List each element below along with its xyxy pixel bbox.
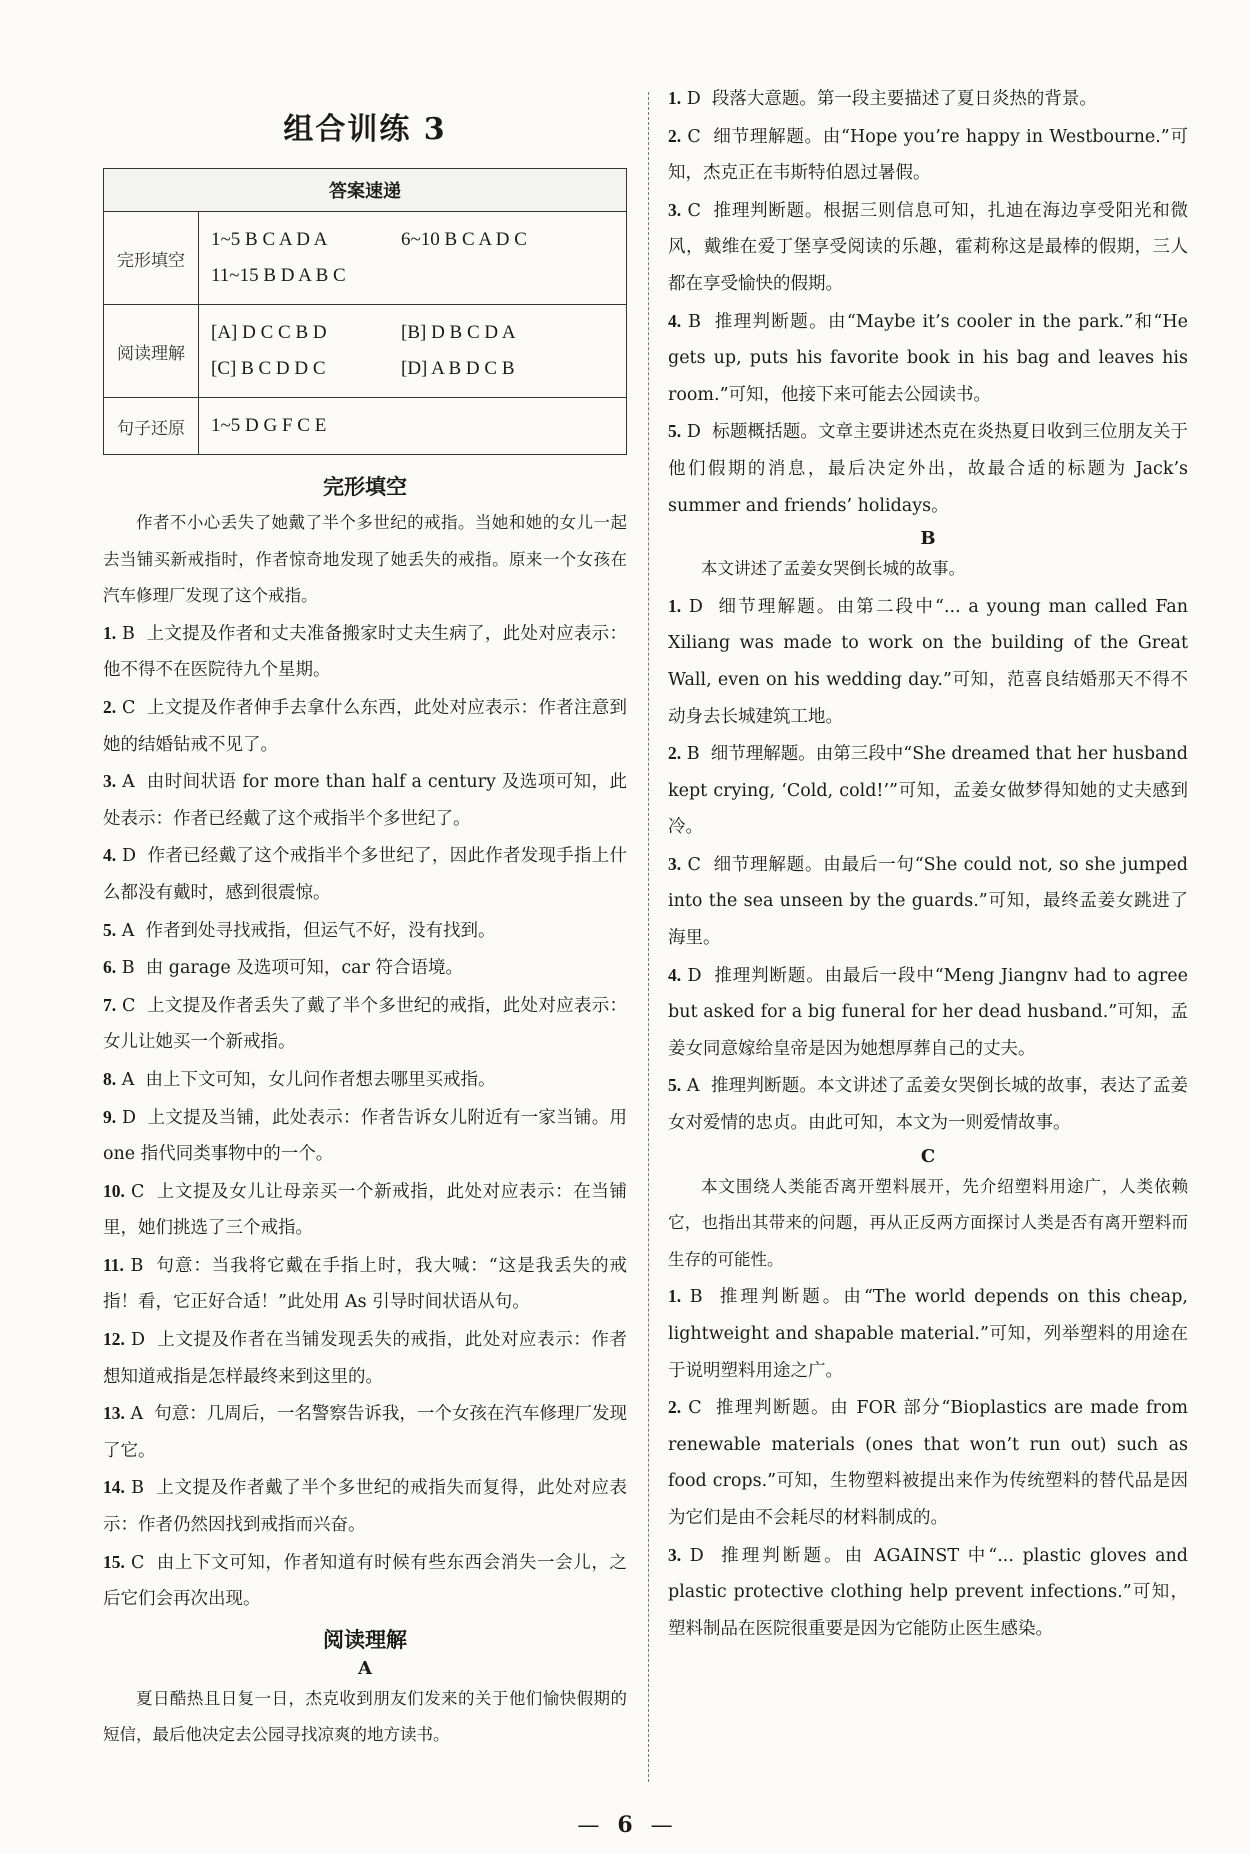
item-number: 3.	[668, 1544, 682, 1565]
item-number: 14.	[103, 1477, 125, 1498]
item-answer: D	[121, 1107, 136, 1128]
item-answer: A	[130, 1404, 144, 1425]
item-number: 6.	[103, 957, 117, 978]
item-number: 2.	[103, 696, 117, 717]
answer-item	[668, 80, 1188, 118]
passage-a-items	[668, 80, 1188, 524]
item-number: 8.	[103, 1068, 117, 1089]
item-answer: A	[686, 1076, 700, 1097]
item-explanation: 标题概括题。文章主要讲述杰克在炎热夏日收到三位朋友关于他们假期的消息，最后决定外出，故最合适的标题为 Jack’s summer and friends’ holidays。	[668, 422, 1188, 516]
item-number: 5.	[668, 421, 682, 442]
answer-cell: 1~5 D G F C E	[211, 415, 327, 436]
item-answer: A	[121, 1069, 135, 1090]
passage-b-items	[668, 588, 1188, 1142]
item-number: 1.	[668, 595, 682, 616]
item-number: 2.	[668, 1397, 682, 1418]
page-number-dash-right: —	[650, 1813, 673, 1838]
item-answer: D	[131, 1330, 146, 1351]
passage-c-intro: 本文围绕人类能否离开塑料展开，先介绍塑料用途广，人类依赖它，也指出其带来的问题，再从正反两方面探讨人类是否有离开塑料而生存的可能性。	[668, 1176, 1188, 1269]
item-number: 1.	[668, 88, 682, 108]
answer-cell: 11~15 B D A B C	[211, 265, 346, 286]
item-number: 3.	[668, 853, 682, 874]
passage-a-intro: 夏日酷热且日复一日，杰克收到朋友们发来的关于他们愉快假期的短信，最后他决定去公园寻找凉爽的地方读书。	[103, 1688, 627, 1745]
item-number: 9.	[103, 1106, 117, 1127]
item-number: 4.	[668, 964, 682, 985]
item-answer: C	[121, 995, 136, 1016]
item-explanation: 细节理解题。由第二段中“... a young man called Fan Xiliang was made to work on the building of the Great Wall, even on his wedding day.”可知，范喜良结婚那天不得不动身去长城建筑工地。	[668, 596, 1188, 727]
cloze-intro: 作者不小心丢失了她戴了半个多世纪的戒指。当她和她的女儿一起去当铺买新戒指时，作者惊奇地发现了她丢失的戒指。原来一个女孩在汽车修理厂发现了这个戒指。	[103, 513, 627, 606]
passage-c-label: C	[920, 1145, 936, 1167]
item-explanation: 由上下文可知，作者知道有时候有些东西会消失一会儿，之后它们会再次出现。	[103, 1552, 627, 1610]
item-answer: D	[121, 846, 136, 867]
item-explanation: 推理判断题。根据三则信息可知，扎迪在海边享受阳光和微风，戴维在爱丁堡享受阅读的乐趣，霍莉称这是最棒的假期，三人都在享受愉快的假期。	[668, 200, 1188, 294]
item-answer: B	[121, 958, 135, 979]
item-answer: B	[688, 311, 701, 332]
passage-a-label: A	[358, 1657, 372, 1679]
item-answer: B	[122, 623, 135, 644]
answer-cell: 6~10 B C A D C	[401, 229, 527, 250]
column-divider	[648, 92, 649, 1782]
item-number: 11.	[103, 1254, 124, 1275]
item-explanation: 上文提及作者戴了半个多世纪的戒指失而复得，此处对应表示：作者仍然因找到戒指而兴奋。	[103, 1478, 627, 1536]
answer-item	[668, 1537, 1188, 1648]
item-answer: C	[688, 1398, 702, 1419]
answer-item	[668, 1389, 1188, 1536]
answer-table-header: 答案速递	[104, 169, 627, 212]
item-answer: A	[121, 920, 135, 941]
answer-item	[103, 1247, 627, 1321]
answer-item	[103, 1061, 627, 1099]
answer-cell: [A] D C C B D	[211, 322, 327, 343]
item-number: 3.	[103, 771, 117, 792]
item-answer: D	[686, 89, 701, 109]
answer-item	[103, 837, 627, 911]
item-number: 1.	[103, 622, 117, 643]
item-explanation: 由上下文可知，女儿问作者想去哪里买戒指。	[145, 1069, 496, 1090]
right-column	[668, 80, 1188, 1647]
item-answer: C	[131, 1552, 145, 1573]
item-answer: C	[687, 200, 701, 221]
item-explanation: 推理判断题。由“Maybe it’s cooler in the park.”和“He gets up, puts his favorite book in his bag and leaves his room.”可知，他接下来可能去公园读书。	[668, 311, 1188, 405]
item-explanation: 细节理解题。由最后一句“She could not, so she jumped into the sea unseen by the guards.”可知，最终孟姜女跳进了海里。	[668, 854, 1188, 949]
answer-item	[103, 1544, 627, 1618]
answer-item	[668, 846, 1188, 957]
page-number-dash-left: —	[577, 1813, 600, 1838]
answer-item	[668, 957, 1188, 1068]
item-answer: D	[687, 965, 702, 986]
item-explanation: 推理判断题。由 AGAINST 中“... plastic gloves and plastic protective clothing help prevent infections.”可知，塑料制品在医院很重要是因为它能防止医生感染。	[668, 1545, 1188, 1639]
left-column	[103, 70, 627, 1754]
item-answer: B	[130, 1255, 144, 1276]
answer-item	[668, 118, 1188, 192]
answer-item	[668, 303, 1188, 414]
answer-cell: [B] D B C D A	[401, 322, 516, 343]
item-answer: D	[689, 1545, 704, 1566]
item-number: 4.	[668, 310, 682, 331]
item-explanation: 推理判断题。由最后一段中“Meng Jiangnv had to agree but asked for a big funeral for her dead husband.”可知，孟姜女同意嫁给皇帝是因为她想厚葬自己的丈夫。	[668, 965, 1188, 1059]
item-answer: B	[686, 744, 700, 765]
item-explanation: 作者到处寻找戒指，但运气不好，没有找到。	[145, 920, 496, 941]
page-title: 组合训练 3	[283, 112, 447, 147]
page-number: — 6 —	[577, 1812, 673, 1838]
item-number: 15.	[103, 1551, 125, 1572]
answer-row-label: 阅读理解	[104, 305, 199, 398]
item-explanation: 上文提及作者在当铺发现丢失的戒指，此处对应表示：作者想知道戒指是怎样最终来到这里的。	[103, 1330, 627, 1387]
item-explanation: 由 garage 及选项可知，car 符合语境。	[145, 958, 463, 979]
answer-item	[103, 949, 627, 987]
answer-row-label: 完形填空	[104, 212, 199, 305]
item-explanation: 句意：几周后，一名警察告诉我，一个女孩在汽车修理厂发现了它。	[103, 1404, 627, 1461]
item-answer: C	[131, 1181, 145, 1202]
item-explanation: 上文提及作者伸手去拿什么东西，此处对应表示：作者注意到她的结婚钻戒不见了。	[103, 697, 627, 755]
item-explanation: 细节理解题。由第三段中“She dreamed that her husband kept crying, ‘Cold, cold!’”可知，孟姜女做梦得知她的丈夫感到冷。	[668, 744, 1188, 838]
item-explanation: 上文提及女儿让母亲买一个新戒指，此处对应表示：在当铺里，她们挑选了三个戒指。	[103, 1181, 627, 1239]
answer-cell	[401, 408, 591, 444]
answer-row	[104, 212, 627, 305]
item-number: 4.	[103, 845, 117, 866]
item-explanation: 句意：当我将它戴在手指上时，我大喊：“这是我丢失的戒指！看，它正好合适！”此处用 As 引导时间状语从句。	[103, 1255, 627, 1313]
answer-table-body	[104, 212, 627, 455]
item-answer: D	[686, 422, 701, 443]
item-explanation: 上文提及作者丢失了戴了半个多世纪的戒指，此处对应表示：女儿让她买一个新戒指。	[103, 995, 627, 1053]
passage-b-intro: 本文讲述了孟姜女哭倒长城的故事。	[701, 559, 965, 579]
item-answer: A	[122, 772, 135, 793]
item-explanation: 由时间状语 for more than half a century 及选项可知，此处表示：作者已经戴了这个戒指半个多世纪了。	[103, 772, 627, 829]
answer-item	[668, 1278, 1188, 1389]
passage-c-items	[668, 1278, 1188, 1647]
answer-item	[103, 763, 627, 837]
answer-item	[103, 615, 627, 689]
answer-item	[668, 735, 1188, 846]
item-explanation: 推理判断题。本文讲述了孟姜女哭倒长城的故事，表达了孟姜女对爱情的忠贞。由此可知，本文为一则爱情故事。	[668, 1076, 1188, 1134]
item-explanation: 细节理解题。由“Hope you’re happy in Westbourne.”可知，杰克正在韦斯特伯恩过暑假。	[668, 126, 1188, 184]
item-answer: D	[688, 596, 703, 617]
item-explanation: 作者已经戴了这个戒指半个多世纪了，因此作者发现手指上什么都没有戴时，感到很震惊。	[103, 846, 627, 903]
cloze-items	[103, 615, 627, 1618]
answer-cell: [D] A B D C B	[401, 358, 515, 379]
item-explanation: 上文提及作者和丈夫准备搬家时丈夫生病了，此处对应表示：他不得不在医院待九个星期。	[103, 623, 627, 681]
answer-item	[103, 1469, 627, 1543]
answer-item	[103, 1395, 627, 1469]
answer-item	[668, 1067, 1188, 1141]
item-number: 5.	[103, 919, 117, 940]
item-answer: C	[687, 854, 701, 875]
answer-item	[668, 588, 1188, 735]
answer-item	[103, 689, 627, 763]
item-answer: C	[687, 126, 701, 147]
answer-cell: [C] B C D D C	[211, 358, 326, 379]
item-number: 13.	[103, 1403, 125, 1424]
item-answer: B	[689, 1287, 703, 1308]
passage-b-label: B	[920, 528, 936, 550]
answer-row-label: 句子还原	[104, 398, 199, 455]
answer-row-values	[199, 398, 627, 455]
answer-row	[104, 398, 627, 455]
item-number: 2.	[668, 125, 682, 146]
item-explanation: 上文提及当铺，此处表示：作者告诉女儿附近有一家当铺。用 one 指代同类事物中的一个。	[103, 1107, 627, 1165]
item-number: 7.	[103, 994, 117, 1015]
item-explanation: 段落大意题。第一段主要描述了夏日炎热的背景。	[711, 89, 1097, 109]
item-number: 2.	[668, 743, 682, 764]
item-answer: C	[121, 697, 136, 718]
answer-item	[103, 1321, 627, 1395]
item-number: 1.	[668, 1286, 682, 1307]
reading-title: 阅读理解	[323, 1627, 407, 1652]
item-number: 10.	[103, 1180, 125, 1201]
item-number: 3.	[668, 199, 682, 220]
item-answer: B	[131, 1478, 144, 1499]
item-explanation: 推理判断题。由 FOR 部分“Bioplastics are made from renewable materials (ones that won’t run out) such as food crops.”可知，生物塑料被提出来作为传统塑料的替代品是因为它们是由不会耗尽的材料制成的。	[668, 1398, 1188, 1528]
answer-table	[103, 168, 627, 455]
item-number: 12.	[103, 1329, 125, 1350]
answer-item	[103, 1099, 627, 1173]
answer-cell	[401, 258, 591, 294]
answer-row-values	[199, 212, 627, 305]
answer-item	[103, 987, 627, 1061]
item-number: 5.	[668, 1075, 682, 1096]
answer-row	[104, 305, 627, 398]
answer-item	[668, 192, 1188, 303]
answer-item	[103, 1173, 627, 1247]
answer-row-values	[199, 305, 627, 398]
answer-item	[668, 413, 1188, 524]
answer-item	[103, 912, 627, 950]
item-explanation: 推理判断题。由“The world depends on this cheap, lightweight and shapable material.”可知，列举塑料的用途在于说明塑料用途之广。	[668, 1287, 1188, 1381]
answer-cell: 1~5 B C A D A	[211, 229, 328, 250]
cloze-title: 完形填空	[323, 475, 407, 499]
